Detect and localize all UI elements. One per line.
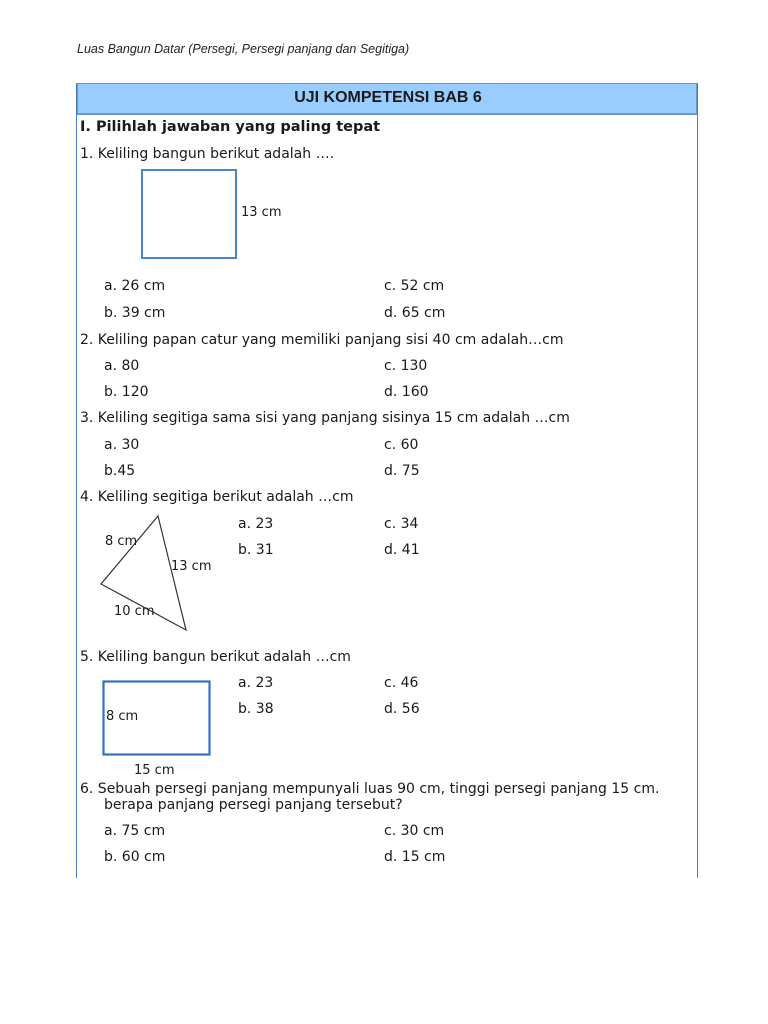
page-title: UJI KOMPETENSI BAB 6 xyxy=(294,89,482,106)
question-2-option-d[interactable]: d. 160 xyxy=(384,384,429,400)
question-3-option-a[interactable]: a. 30 xyxy=(104,437,140,453)
question-6-text-line2: berapa panjang persegi panjang tersebut? xyxy=(104,797,403,813)
question-5-option-a[interactable]: a. 23 xyxy=(238,675,274,691)
question-6-option-a[interactable]: a. 75 cm xyxy=(104,823,166,839)
question-4-label-8cm: 8 cm xyxy=(105,534,138,549)
question-4-option-b[interactable]: b. 31 xyxy=(238,542,274,558)
question-6-option-d[interactable]: d. 15 cm xyxy=(384,849,446,865)
question-4-label-10cm: 10 cm xyxy=(114,604,155,619)
question-1-side-label: 13 cm xyxy=(241,205,282,220)
question-5-option-d[interactable]: d. 56 xyxy=(384,701,420,717)
question-1-option-d[interactable]: d. 65 cm xyxy=(384,305,446,321)
question-5-option-c[interactable]: c. 46 xyxy=(384,675,419,691)
running-header: Luas Bangun Datar (Persegi, Persegi panjang dan Segitiga) xyxy=(77,42,410,56)
question-5-width-label: 15 cm xyxy=(134,763,175,778)
question-5-height-label: 8 cm xyxy=(106,709,139,724)
test-panel xyxy=(76,83,698,878)
question-4-label-13cm: 13 cm xyxy=(171,559,212,574)
question-2-option-b[interactable]: b. 120 xyxy=(104,384,149,400)
question-2-option-a[interactable]: a. 80 xyxy=(104,358,140,374)
question-1-option-b[interactable]: b. 39 cm xyxy=(104,305,166,321)
question-4-option-d[interactable]: d. 41 xyxy=(384,542,420,558)
question-6-text-line1: 6. Sebuah persegi panjang mempunyali luas 90 cm, tinggi persegi panjang 15 cm. xyxy=(80,781,660,797)
question-1-square-figure xyxy=(141,169,239,261)
title-bar xyxy=(77,83,697,114)
question-3-text: 3. Keliling segitiga sama sisi yang panjang sisinya 15 cm adalah …cm xyxy=(80,410,570,426)
question-2-text: 2. Keliling papan catur yang memiliki panjang sisi 40 cm adalah…cm xyxy=(80,332,564,348)
question-3-option-b[interactable]: b.45 xyxy=(104,463,136,479)
question-4-option-a[interactable]: a. 23 xyxy=(238,516,274,532)
question-3-option-d[interactable]: d. 75 xyxy=(384,463,420,479)
question-1-option-a[interactable]: a. 26 cm xyxy=(104,278,166,294)
question-4-option-c[interactable]: c. 34 xyxy=(384,516,419,532)
question-5-text: 5. Keliling bangun berikut adalah …cm xyxy=(80,649,351,665)
question-1-text: 1. Keliling bangun berikut adalah …. xyxy=(80,146,335,162)
question-2-option-c[interactable]: c. 130 xyxy=(384,358,428,374)
question-6-option-b[interactable]: b. 60 cm xyxy=(104,849,166,865)
question-4-text: 4. Keliling segitiga berikut adalah …cm xyxy=(80,489,354,505)
question-5-option-b[interactable]: b. 38 xyxy=(238,701,274,717)
question-3-option-c[interactable]: c. 60 xyxy=(384,437,419,453)
question-6-option-c[interactable]: c. 30 cm xyxy=(384,823,445,839)
section-divider xyxy=(77,114,697,115)
section-heading: I. Pilihlah jawaban yang paling tepat xyxy=(80,119,381,135)
question-1-option-c[interactable]: c. 52 cm xyxy=(384,278,445,294)
